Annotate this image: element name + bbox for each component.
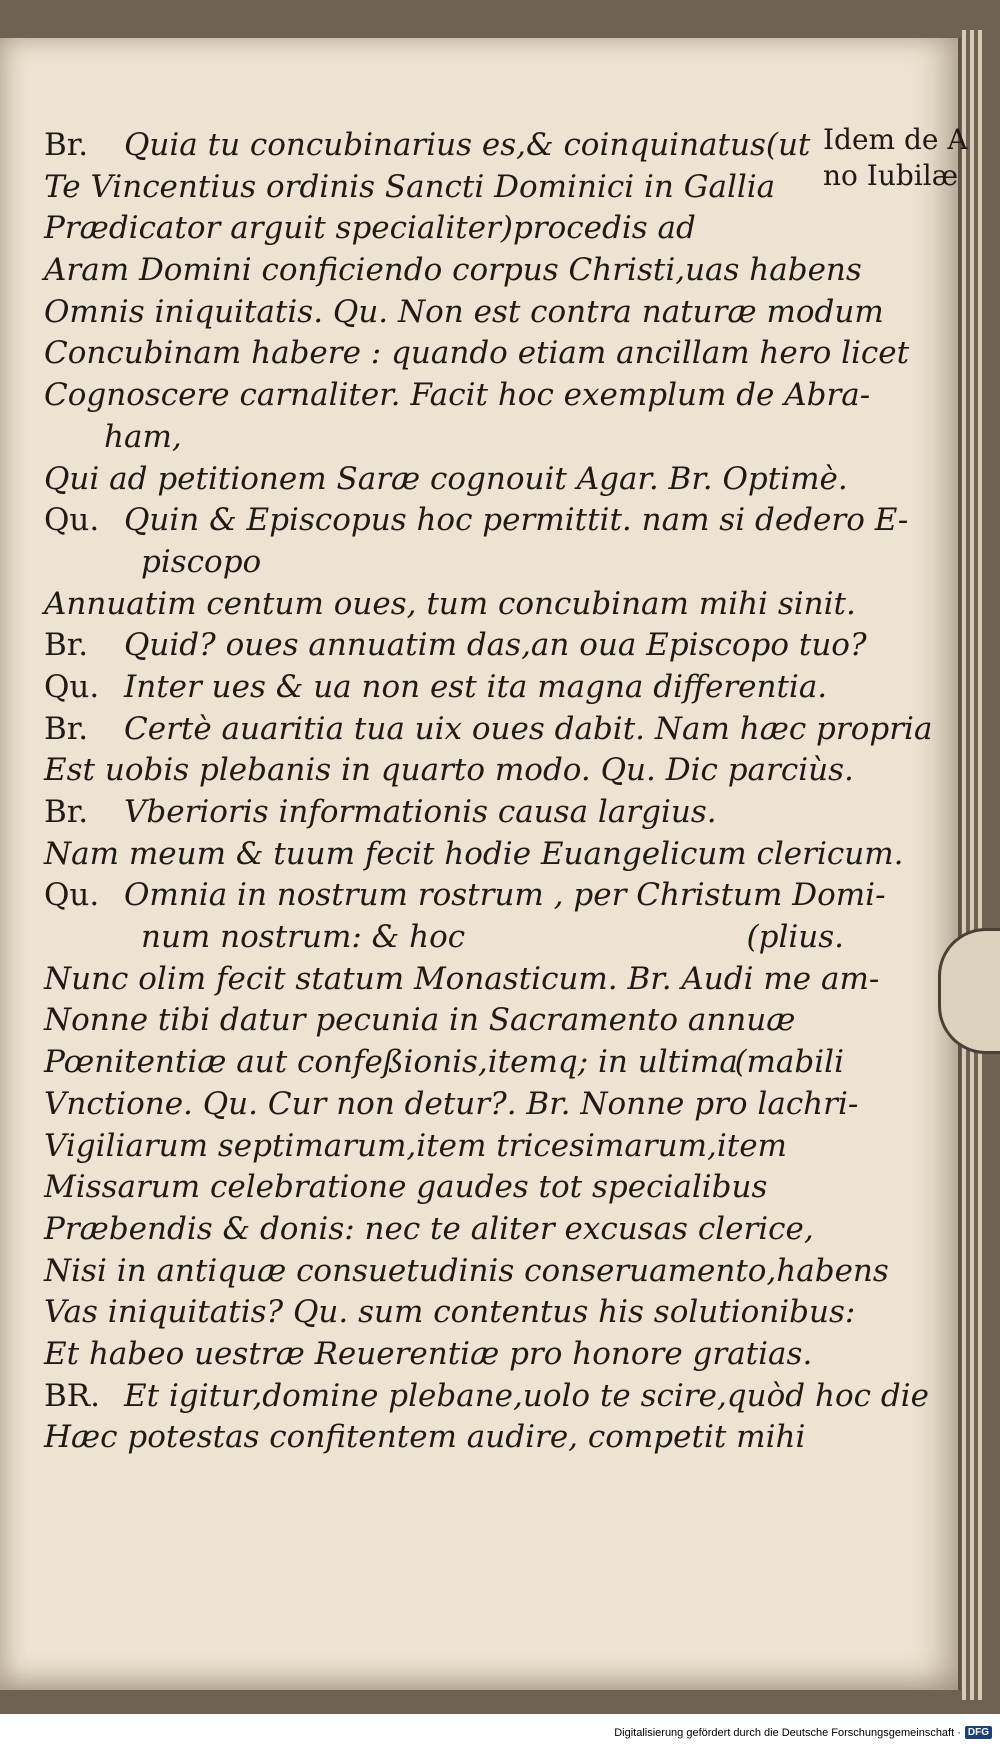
text-line [44, 1292, 856, 1334]
marginal-note-line: Idem de A [823, 123, 968, 156]
line-tail: (plius. [746, 919, 844, 956]
line-text: Te Vincentius ordinis Sancti Dominici in Gallia [44, 168, 776, 205]
text-line [44, 709, 933, 751]
line-text: Nonne tibi datur pecunia in Sacramento annuæ [44, 1002, 796, 1039]
text-line [44, 750, 854, 792]
line-text: Vigiliarum septimarum,item tricesimarum,item [44, 1127, 787, 1164]
text-line [44, 875, 886, 917]
text-line [44, 959, 880, 1001]
line-text: Vnctione. Qu. Cur non detur?. Br. Nonne pro lachri- [44, 1085, 859, 1122]
line-text: Et igitur,domine plebane,uolo te scire,quòd hoc die [124, 1377, 929, 1414]
line-text: Nam meum & tuum fecit hodie Euangelicum clericum. [44, 835, 904, 872]
text-line [44, 375, 871, 417]
line-text: Pœnitentiæ aut confeßionis,itemq; in ultima [44, 1044, 738, 1081]
speaker-label: Qu. [44, 668, 100, 705]
line-text: Certè auaritia tua uix oues dabit. Nam hæc propria [124, 710, 933, 747]
line-text: piscopo [141, 543, 262, 580]
speaker-label: Br. [44, 627, 89, 664]
line-text: Omnia in nostrum rostrum , per Christum Domi- [124, 877, 886, 914]
line-text: Vberioris informationis causa largius. [124, 794, 717, 830]
line-text: Aram Domini conficiendo corpus Christi,uas habens [44, 252, 862, 289]
text-line [44, 792, 844, 834]
line-text: Missarum celebratione gaudes tot specialibus [44, 1169, 768, 1206]
dfg-logo: DFG [965, 1726, 992, 1739]
marginal-note [823, 122, 968, 194]
text-line [44, 333, 910, 375]
page-edge [962, 30, 966, 1700]
digitization-credit [614, 1726, 992, 1739]
line-text: Quid? oues annuatim das,an oua Episcopo tuo? [124, 627, 867, 664]
speaker-label: Qu. [44, 877, 100, 914]
text-line [44, 584, 856, 626]
text-line [44, 459, 848, 501]
credit-text: Digitalisierung gefördert durch die Deutsche Forschungsgemeinschaft · [614, 1726, 961, 1739]
text-line [44, 1334, 844, 1376]
line-text: Est uobis plebanis in quarto modo. Qu. Dic parciùs. [44, 752, 854, 789]
line-text: Annuatim centum oues, tum concubinam mihi sinit. [44, 585, 856, 622]
text-line [44, 834, 904, 876]
line-text: ham, [104, 418, 182, 455]
line-text: Inter ues & ua non est ita magna differentia. [124, 668, 828, 705]
line-text: Quia tu concubinarius es,& coinquinatus(ut [124, 127, 811, 163]
footer-bar [0, 1714, 1000, 1761]
text-line [44, 1042, 844, 1084]
book-clasp [938, 928, 1000, 1054]
page-edge [970, 30, 974, 1700]
speaker-label: Br. [44, 710, 89, 747]
text-line [44, 208, 844, 250]
line-text: Nisi in antiquæ consuetudinis conseruamento,habens [44, 1252, 889, 1289]
speaker-label: Qu. [44, 502, 100, 539]
text-line [44, 1084, 859, 1126]
text-line [44, 292, 884, 334]
text-line [44, 167, 844, 209]
text-line [44, 542, 844, 584]
text-line [44, 1167, 844, 1209]
text-line [44, 1417, 844, 1459]
marginal-note-line: no Iubilæ [823, 159, 959, 192]
line-tail: (mabili [734, 1044, 844, 1081]
text-line [44, 917, 844, 959]
line-text: Præbendis & donis: nec te aliter excusas clerice, [44, 1210, 814, 1247]
text-line [44, 667, 844, 709]
page-edge [978, 30, 982, 1700]
line-text: Cognoscere carnaliter. Facit hoc exemplum de Abra- [44, 377, 871, 414]
text-line [44, 1126, 844, 1168]
text-line [44, 250, 862, 292]
text-line [44, 125, 844, 167]
text-line [44, 1251, 889, 1293]
line-text: Quin & Episcopus hoc permittit. nam si dedero E- [124, 502, 909, 539]
text-line [44, 1376, 929, 1418]
line-text: Vas iniquitatis? Qu. sum contentus his solutionibus: [44, 1294, 856, 1331]
line-text: Qui ad petitionem Saræ cognouit Agar. Br. Optimè. [44, 460, 848, 497]
speaker-label: Br. [44, 127, 89, 163]
line-text: Prædicator arguit specialiter)procedis ad [44, 210, 696, 247]
speaker-label: BR. [44, 1377, 100, 1414]
line-text: Nunc olim fecit statum Monasticum. Br. Audi me am- [44, 960, 880, 997]
text-line [44, 1000, 844, 1042]
line-text: Et habeo uestræ Reuerentiæ pro honore gratias. [44, 1335, 813, 1372]
line-text: num nostrum: & hoc [141, 919, 466, 956]
line-text: Concubinam habere : quando etiam ancillam hero licet [44, 335, 910, 372]
speaker-label: Br. [44, 794, 89, 830]
text-line [44, 500, 909, 542]
text-line [44, 625, 867, 667]
text-line [44, 417, 844, 459]
line-text: Hæc potestas confitentem audire, competit mihi [44, 1419, 806, 1456]
line-text: Omnis iniquitatis. Qu. Non est contra naturæ modum [44, 293, 884, 330]
text-line [44, 1209, 844, 1251]
